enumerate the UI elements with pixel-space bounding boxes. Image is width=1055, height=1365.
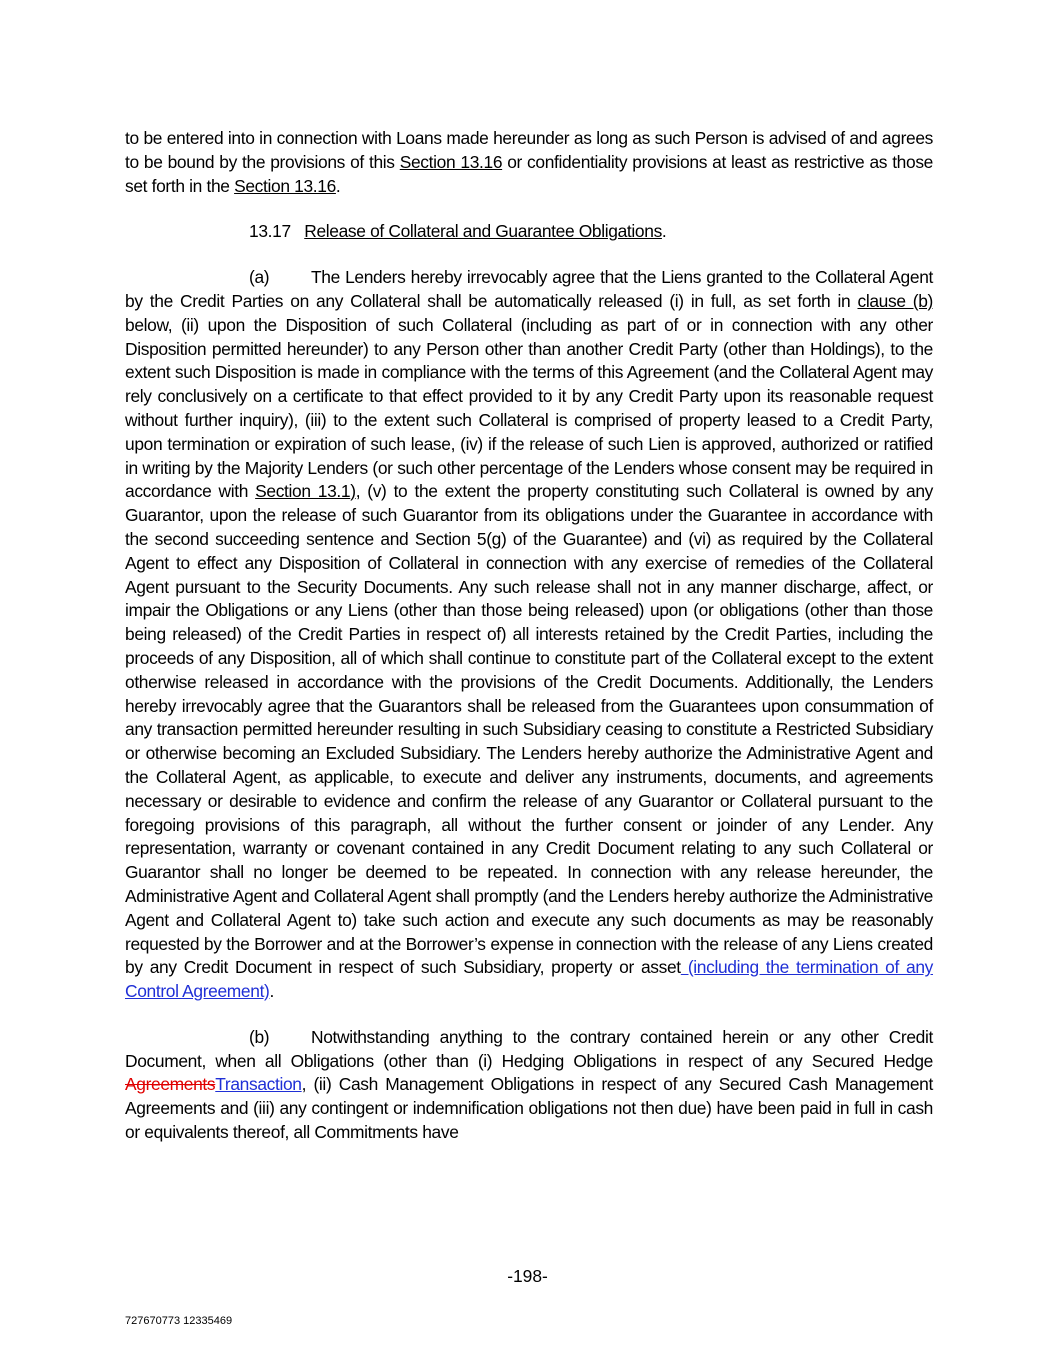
inserted-text-transaction: Transaction: [215, 1074, 302, 1095]
paragraph-a-text-1: The Lenders hereby irrevocably agree that the Liens granted to the Collateral Agent by the Credit Parties on any Collateral shall be automatically released (i) in full, as set forth in: [125, 267, 933, 311]
section-number: 13.17: [249, 221, 291, 242]
intro-text-1: to be entered into in connection with Loans made hereunder as long as such Person is advised of and agrees to be bound by the provisions of this: [125, 128, 933, 172]
paragraph-a: [125, 266, 933, 1004]
section-13-16-reference: Section 13.16: [399, 151, 503, 172]
intro-text-3: .: [335, 175, 341, 196]
paragraph-a-text-2: below, (ii) upon the Disposition of such Collateral (including as part of or in connection with any other Disposition permitted hereunder) to any Person other than another Credit Party (other than Holdings), to the extent such Disposition is made in compliance with the terms of this Agreement (and the Collateral Agent may rely conclusively on a certificate to that effect provided to it by any Credit Party upon its reasonable request without further inquiry), (iii) to the extent such Collateral is comprised of property leased to a Credit Party, upon termination or expiration of such lease, (iv) if the release of such Lien is approved, authorized or ratified in writing by the Majority Lenders (or such other percentage of the Lenders whose consent may be required in accordance with: [125, 314, 933, 502]
paragraph-a-text-4: .: [269, 981, 274, 1002]
clause-b-reference: clause (b): [857, 290, 933, 311]
document-body: [125, 127, 933, 1145]
page-number: -198-: [507, 1266, 548, 1286]
paragraph-b-text-1: Notwithstanding anything to the contrary contained herein or any other Credit Document, when all Obligations (other than (i) Hedging Obligations in respect of any Secured Hedge: [125, 1026, 933, 1071]
intro-paragraph: [125, 127, 933, 198]
section-13-1-paren: ): [350, 481, 356, 502]
section-title-end: .: [661, 221, 667, 242]
section-heading: [125, 220, 933, 244]
section-title: Release of Collateral and Guarantee Obligations: [304, 221, 662, 242]
paragraph-b-text-2: , (ii) Cash Management Obligations in respect of any Secured Cash Management Agreements and (iii) any contingent or indemnification obligations not then due) have been paid in full in cash or equivalents thereof, all Commitments have: [125, 1074, 933, 1143]
section-13-16-reference-2: Section 13.16: [234, 175, 336, 196]
document-id: 727670773 12335469: [125, 1315, 233, 1327]
inserted-text-control-agreement: (including the termination of any Control Agreement): [125, 957, 933, 1002]
paragraph-a-label: (a): [249, 267, 270, 288]
paragraph-a-text-3: , (v) to the extent the property constituting such Collateral is owned by any Guarantor, upon the release of such Guarantor from its obligations under the Guarantee in accordance with the second succeeding sentence and Section 5(g) of the Guarantee) and (vi) as required by the Collateral Agent to effect any Disposition of Collateral in connection with any exercise of remedies of the Collateral Agent pursuant to the Security Documents. Any such release shall not in any manner discharge, affect, or impair the Obligations or any Liens (other than those being released) upon (or obligations (other than those being released) of the Credit Parties in respect of) all interests retained by the Credit Parties, including the proceeds of any Disposition, all of which shall continue to constitute part of the Collateral except to the extent otherwise released in accordance with the provisions of the Credit Documents. Additionally, the Lenders hereby irrevocably agree that the Guarantors shall be released from the Guarantees upon consummation of any transaction permitted hereunder resulting in such Subsidiary ceasing to constitute a Restricted Subsidiary or otherwise becoming an Excluded Subsidiary. The Lenders hereby authorize the Administrative Agent and the Collateral Agent, as applicable, to execute and deliver any instruments, documents, and agreements necessary or desirable to evidence and confirm the release of any Guarantor or Collateral pursuant to the foregoing provisions of this paragraph, all without the further consent or joinder of any Lender. Any representation, warranty or covenant contained in any Credit Document relating to any such Collateral or Guarantor shall no longer be deemed to be repeated. In connection with any release hereunder, the Administrative Agent and Collateral Agent shall promptly (and the Lenders hereby authorize the Administrative Agent and Collateral Agent to) take such action and execute any such documents as may be reasonably requested by the Borrower and at the Borrower’s expense in connection with the release of any Liens created by any Credit Document in respect of such Subsidiary, property or asset: [125, 481, 933, 978]
paragraph-b: [125, 1026, 933, 1145]
deleted-text-agreements: Agreements: [125, 1074, 216, 1095]
intro-text-2: or confidentiality provisions at least as restrictive as those set forth in the: [125, 151, 933, 196]
section-13-1-reference: Section 13.1: [255, 481, 351, 502]
paragraph-b-label: (b): [249, 1026, 270, 1047]
